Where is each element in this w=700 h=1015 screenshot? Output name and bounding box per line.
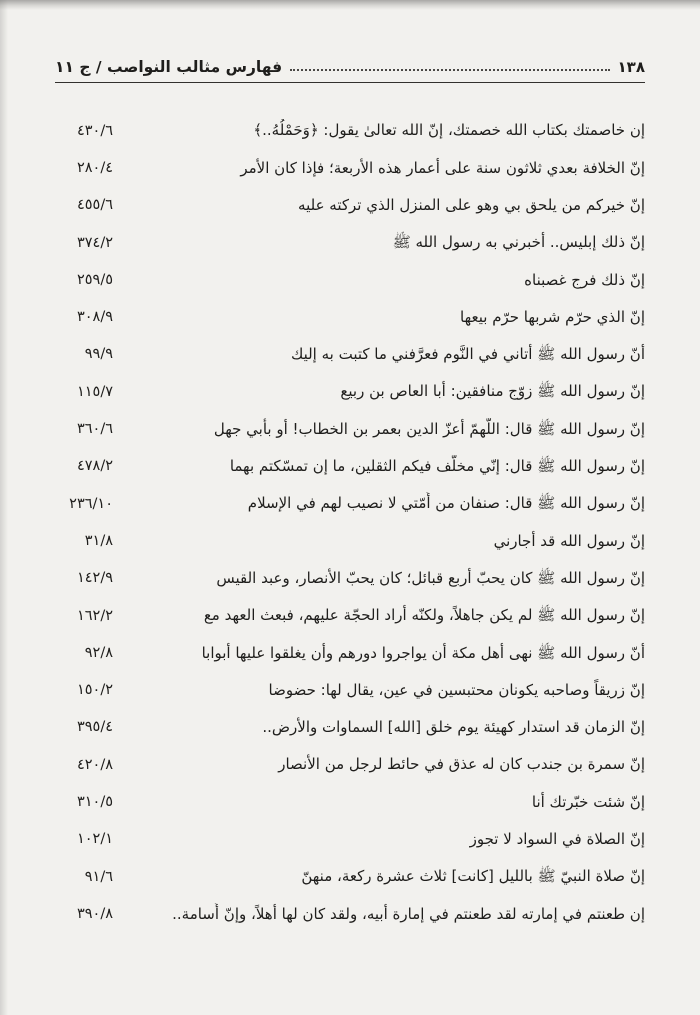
index-row (55, 709, 645, 746)
index-row (55, 373, 645, 410)
header-title: فهارس مثالب النواصب / ج ١١ (55, 58, 283, 76)
index-row (55, 597, 645, 634)
index-row (55, 485, 645, 522)
entry-ref: ٤٣٠/٦ (76, 122, 113, 139)
index-row (55, 858, 645, 895)
entry-text: إنّ رسول الله ﷺ كان يحبّ أربع قبائل؛ كان يحبّ الأنصار، وعبد القيس (216, 568, 645, 587)
entry-ref: ٢٥٩/٥ (76, 271, 113, 288)
entry-text: أنّ رسول الله ﷺ أتاني في النَّوم فعرَّفني ما كتبت به إليك (290, 345, 645, 364)
index-row (55, 783, 645, 820)
entry-ref: ٣٦٠/٦ (76, 421, 113, 438)
entry-ref: ٣١/٨ (84, 532, 113, 549)
index-list (55, 112, 645, 933)
entry-ref: ٣٧٤/٢ (76, 234, 113, 251)
entry-ref: ٩٩/٩ (84, 346, 113, 363)
entry-text: إنّ شئت خبّرتك أنا (531, 792, 645, 811)
running-header (55, 46, 645, 76)
entry-ref: ٩١/٦ (84, 868, 113, 885)
index-row (55, 112, 645, 149)
entry-text: إنّ الزمان قد استدار كهيئة يوم خلق [الله] السماوات والأرض.. (262, 718, 645, 737)
entry-ref: ١٠٢/١ (76, 831, 113, 848)
entry-ref: ٣١٠/٥ (76, 793, 113, 810)
entry-ref: ٢٣٦/١٠ (69, 495, 113, 512)
index-row (55, 746, 645, 783)
index-row (55, 187, 645, 224)
entry-text: أنّ رسول الله ﷺ نهى أهل مكة أن يواجروا دورهم وأن يغلقوا عليها أبوابا (201, 643, 645, 662)
entry-ref: ٤٢٠/٨ (76, 756, 113, 773)
index-row (55, 522, 645, 559)
entry-ref: ٩٢/٨ (84, 644, 113, 661)
page-number: ١٣٨ (617, 58, 645, 76)
entry-text: إنّ ذلك فرج غصبناه (524, 270, 645, 289)
index-row (55, 560, 645, 597)
index-row (55, 149, 645, 186)
entry-text: إنّ رسول الله ﷺ قال: اللّهمّ أعزّ الدين بعمر بن الخطاب! أو بأبي جهل (213, 419, 645, 438)
entry-ref: ٢٨٠/٤ (76, 159, 113, 176)
index-row (55, 224, 645, 261)
entry-text: إنّ رسول الله ﷺ قال: إنّي مخلّف فيكم الثقلين، ما إن تمسّكتم بهما (229, 457, 645, 476)
entry-ref: ١٤٢/٩ (76, 570, 113, 587)
entry-ref: ١٥٠/٢ (76, 682, 113, 699)
header-rule (55, 82, 645, 83)
index-row (55, 821, 645, 858)
entry-text: إنّ رسول الله ﷺ زوّج منافقين: أبا العاص بن ربيع (340, 382, 645, 401)
entry-text: إنّ الذي حرّم شربها حرّم بيعها (460, 307, 645, 326)
entry-text: إنّ ذلك إبليس.. أخبرني به رسول الله ﷺ (392, 233, 645, 252)
entry-text: إنّ رسول الله ﷺ لم يكن جاهلاً، ولكنّه أراد الحجّة عليهم، فبعث العهد مع (203, 606, 645, 625)
entry-text: إنّ زريقاً وصاحبه يكونان محتبسين في عين، يقال لها: حضوضا (268, 680, 645, 699)
entry-text: إن خاصمتك بكتاب الله خصمتك، إنّ الله تعالىٰ يقول: ﴿وَحَمْلُهُ..﴾ (253, 121, 645, 140)
index-row (55, 410, 645, 447)
entry-text: إنّ الخلافة بعدي ثلاثون سنة على أعمار هذه الأربعة؛ فإذا كان الأمر (240, 158, 645, 177)
entry-ref: ١١٥/٧ (76, 383, 113, 400)
entry-text: إنّ رسول الله قد أجارني (493, 531, 645, 550)
entry-text: إنّ خيركم من يلحق بي وهو على المنزل الذي تركته عليه (298, 195, 645, 214)
entry-ref: ٤٥٥/٦ (76, 197, 113, 214)
index-row (55, 298, 645, 335)
entry-text: إنّ الصلاة في السواد لا تجوز (469, 830, 645, 849)
dot-leader (290, 69, 609, 71)
entry-ref: ٣٩٥/٤ (76, 719, 113, 736)
entry-ref: ٣٩٠/٨ (76, 905, 113, 922)
entry-text: إن طعنتم في إمارته لقد طعنتم في إمارة أبيه، ولقد كان لها أهلاً، وإنّ أُسامة.. (172, 904, 645, 923)
index-row (55, 671, 645, 708)
entry-ref: ١٦٢/٢ (76, 607, 113, 624)
index-row (55, 634, 645, 671)
index-row (55, 895, 645, 932)
index-row (55, 261, 645, 298)
entry-ref: ٣٠٨/٩ (76, 309, 113, 326)
entry-text: إنّ سمرة بن جندب كان له عذق في حائط لرجل من الأنصار (278, 755, 645, 774)
index-row (55, 336, 645, 373)
index-row (55, 448, 645, 485)
entry-text: إنّ رسول الله ﷺ قال: صنفان من أُمّتي لا نصيب لهم في الإسلام (247, 494, 645, 513)
entry-ref: ٤٧٨/٢ (76, 458, 113, 475)
entry-text: إنّ صلاة النبيّ ﷺ بالليل [كانت] ثلاث عشرة ركعة، منهنّ (301, 867, 645, 886)
